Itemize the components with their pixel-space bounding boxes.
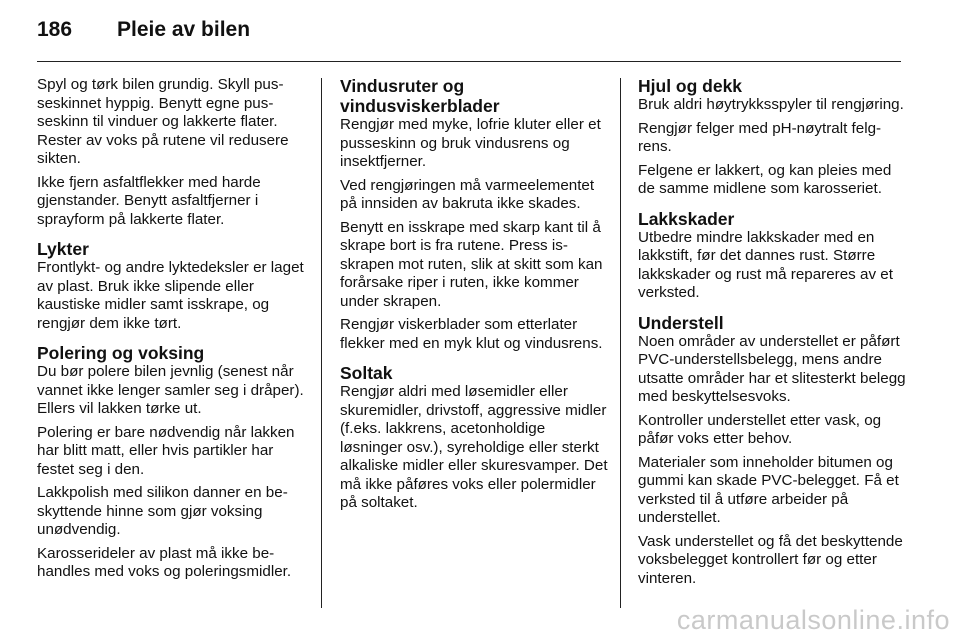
section-heading-hjul: Hjul og dekk [638, 76, 743, 96]
paragraph: Vask understellet og få det beskyttende voksbelegget kontrollert før og etter vinteren. [638, 532, 903, 587]
paragraph: Rengjør viskerblader som etterlater flekker med en myk klut og vindusrens. [340, 316, 603, 352]
column-3 [638, 76, 908, 593]
paragraph: Kontroller understellet etter vask, og påfør voks etter behov. [638, 411, 882, 447]
paragraph: Noen områder av understellet er påført PVC-understellsbelegg, mens andre utsatte områder har et slitesterkt belegg med beskyttelsesvoks. [638, 332, 906, 405]
section-heading-lykter: Lykter [37, 239, 89, 259]
section-heading-vindusruter: Vindusruter og vindusviskerblader [340, 76, 500, 116]
paragraph: Rengjør med myke, lofrie kluter eller et pusseskinn og bruk vindusrens og insektfjerner. [340, 116, 601, 170]
column-2 [340, 76, 610, 518]
page-number: 186 [37, 18, 73, 41]
watermark: carmanualsonline.info [676, 605, 950, 635]
paragraph: Bruk aldri høytrykksspyler til rengjøring. [638, 96, 904, 113]
paragraph: Spyl og tørk bilen grundig. Skyll pusseskinnet hyppig. Benytt egne pusseskinn til vinduer og lakkerte flater. Rester av voks på rutene vil redusere sikten. [37, 76, 289, 167]
paragraph: Materialer som inneholder bitumen og gummi kan skade PVC-belegget. Få et verksted til å utføre arbeider på understellet. [638, 453, 899, 526]
paragraph: Rengjør felger med pH-nøytralt felgrens. [638, 119, 882, 155]
header-divider [37, 61, 901, 62]
paragraph: Polering er bare nødvendig når lakken har blitt matt, eller hvis partikler har festet seg i den. [37, 423, 295, 478]
page-header [37, 18, 250, 48]
section-heading-understell: Understell [638, 312, 724, 333]
paragraph: Du bør polere bilen jevnlig (senest når vannet ikke lenger samler seg i dråper). Ellers vil lakken tørke ut. [37, 363, 304, 417]
paragraph: Ved rengjøringen må varmeelementet på innsiden av bakruta ikke skades. [340, 176, 595, 212]
section-heading-soltak: Soltak [340, 363, 393, 383]
paragraph: Rengjør aldri med løsemidler eller skuremidler, drivstoff, aggressive midler (f.eks. lakkrens, acetonholdige løsninger osv.), syreholdige eller sterkt alkaliske midler eller skuresvamper. Det må ikke påføres voks eller polermidler på soltaket. [340, 383, 608, 511]
section-heading-lakkskader: Lakkskader [638, 208, 735, 229]
section-heading-polering: Polering og voksing [37, 343, 205, 363]
column-divider [620, 78, 621, 608]
paragraph: Felgene er lakkert, og kan pleies med de samme midlene som karosseriet. [638, 161, 892, 197]
paragraph: Ikke fjern asfaltflekker med harde gjenstander. Benytt asfaltfjerner i sprayform på lakkerte flater. [37, 173, 261, 228]
paragraph: Utbedre mindre lakkskader med en lakkstift, før det dannes rust. Større lakkskader og rust må repareres av et verksted. [638, 228, 893, 301]
paragraph: Benytt en isskrape med skarp kant til å skrape bort is fra rutene. Press isskrapen mot ruten, slik at skitt som kan forårsake riper i ruten, ikke kommer under skrapen. [340, 218, 603, 310]
paragraph: Lakkpolish med silikon danner en beskyttende hinne som gjør voksing unødvendig. [37, 484, 288, 538]
column-divider [321, 78, 322, 608]
column-1 [37, 76, 307, 587]
paragraph: Frontlykt- og andre lyktedeksler er laget av plast. Bruk ikke slipende eller kaustiske midler samt isskrape, og rengjør dem ikke tørt. [37, 259, 304, 332]
chapter-title: Pleie av bilen [117, 18, 251, 41]
paragraph: Karosserideler av plast må ikke behandles med voks og poleringsmidler. [37, 544, 292, 580]
